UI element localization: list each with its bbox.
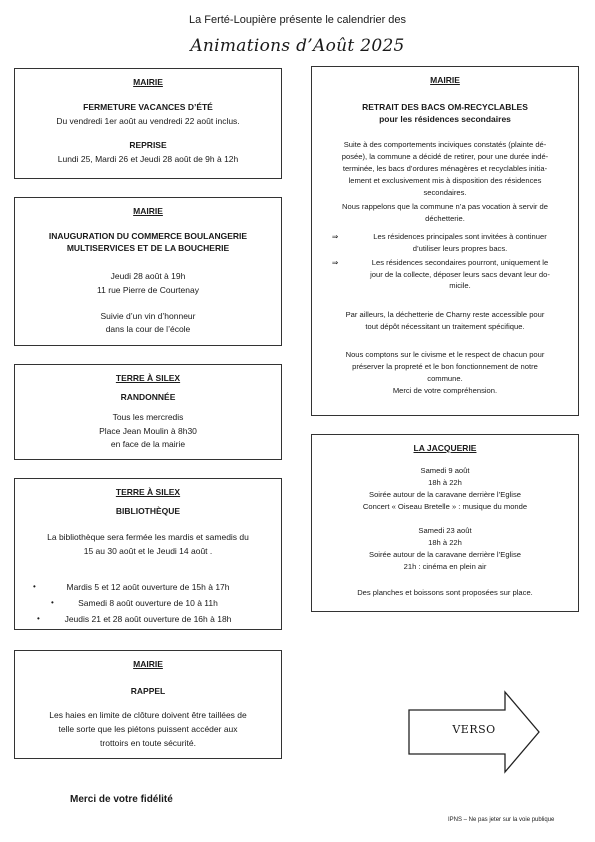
box-text: d’utiliser leurs propres bacs. <box>412 243 508 253</box>
arrow-item <box>312 257 578 292</box>
intro-text: La Ferté-Loupière présente le calendrier des <box>188 14 407 26</box>
box-text: Merci de votre compréhension. <box>392 386 498 395</box>
box-text: secondaires. <box>423 188 467 197</box>
box-text: déchetterie. <box>425 214 465 223</box>
event-date: Samedi 23 août <box>418 526 472 535</box>
box-text: en face de la mairie <box>110 439 186 449</box>
box-subheading: REPRISE <box>129 140 167 150</box>
box-heading: RETRAIT DES BACS OM-RECYCLABLES <box>362 102 528 112</box>
arrow-item-text <box>350 257 570 292</box>
box-heading: RANDONNÉE <box>120 392 176 402</box>
box-text: Soirée autour de la caravane derrière l’Eglise <box>369 490 521 499</box>
verso-label: VERSO <box>452 723 496 736</box>
box-text: 11 rue Pierre de Courtenay <box>97 285 199 295</box>
box-organizer: MAIRIE <box>133 77 163 87</box>
arrow-right-icon: ⇒ <box>331 232 339 241</box>
box-organizer: LA JACQUERIE <box>413 443 477 453</box>
list-item: Samedi 8 août ouverture de 10 à 11h <box>78 598 218 608</box>
box-heading: FERMETURE VACANCES D’ÉTÉ <box>83 102 213 112</box>
footer-thanks: Merci de votre fidélité <box>70 794 173 805</box>
box-text: Les résidences principales sont invitées à continuer <box>373 232 547 241</box>
box-heading: BIBLIOTHÈQUE <box>115 506 181 516</box>
box-text: 21h : cinéma en plein air <box>403 562 487 571</box>
box-text: terminée, les bacs d’ordures ménagères et recyclables initia- <box>342 164 548 173</box>
box-heading: INAUGURATION DU COMMERCE BOULANGERIE <box>48 231 248 241</box>
box-organizer: TERRE À SILEX <box>115 487 181 497</box>
bullet-icon: • <box>51 598 54 607</box>
bullet-icon: • <box>37 614 40 623</box>
box-text: dans la cour de l’école <box>105 324 191 334</box>
box-text: telle sorte que les piétons puissent accéder aux <box>58 724 238 734</box>
box-text: Des planches et boissons sont proposées sur place. <box>357 588 533 597</box>
box-randonnee <box>14 364 282 460</box>
box-text: Place Jean Moulin à 8h30 <box>99 426 197 436</box>
box-text: Suite à des comportements inciviques constatés (plainte dé- <box>343 140 547 149</box>
box-text: Par ailleurs, la déchetterie de Charny reste accessible pour <box>345 310 545 319</box>
list-item: Mardis 5 et 12 août ouverture de 15h à 17h <box>66 582 230 592</box>
box-heading: pour les résidences secondaires <box>379 114 511 124</box>
box-retrait-bacs <box>311 66 579 416</box>
box-heading: MULTISERVICES ET DE LA BOUCHERIE <box>66 243 230 253</box>
box-text: Les résidences secondaires pourront, uniquement le <box>371 258 549 267</box>
box-text: 15 au 30 août et le Jeudi 14 août . <box>83 546 213 556</box>
event-date: Samedi 9 août <box>420 466 470 475</box>
box-text: Lundi 25, Mardi 26 et Jeudi 28 août de 9h à 12h <box>57 154 239 164</box>
box-bibliotheque <box>14 478 282 630</box>
box-text: posée), la commune a décidé de retirer, pour une durée indé- <box>341 152 549 161</box>
list-item: Jeudis 21 et 28 août ouverture de 16h à 18h <box>64 614 232 624</box>
box-text: lement et exclusivement mis à disposition des résidences <box>348 176 542 185</box>
arrow-right-icon: ⇒ <box>331 258 339 267</box>
box-text: préserver la propreté et le bon fonctionnement de notre <box>352 362 538 371</box>
box-text: Suivie d’un vin d’honneur <box>100 311 196 321</box>
box-text: Concert « Oiseau Bretelle » : musique du monde <box>362 502 528 511</box>
arrow-item <box>312 231 578 254</box>
box-organizer: MAIRIE <box>430 75 460 85</box>
event-time: 18h à 22h <box>428 538 462 547</box>
box-inauguration <box>14 197 282 346</box>
verso-arrow <box>407 690 541 774</box>
bullet-icon: • <box>33 582 36 591</box>
box-text: La bibliothèque sera fermée les mardis et samedis du <box>47 532 249 542</box>
box-text: Nous comptons sur le civisme et le respect de chacun pour <box>345 350 545 359</box>
box-text: Jeudi 28 août à 19h <box>110 271 186 281</box>
box-text: commune. <box>427 374 463 383</box>
box-organizer: TERRE À SILEX <box>115 373 181 383</box>
box-text: Les haies en limite de clôture doivent être taillées de <box>49 710 247 720</box>
box-fermeture <box>14 68 282 179</box>
box-text: Tous les mercredis <box>112 412 184 422</box>
box-organizer: MAIRIE <box>133 206 163 216</box>
box-text: Du vendredi 1er août au vendredi 22 août inclus. <box>56 116 240 126</box>
box-text: jour de la collecte, déposer leurs sacs devant leur do- <box>370 269 550 279</box>
footer-note: IPNS – Ne pas jeter sur la voie publique <box>448 817 555 823</box>
box-heading: RAPPEL <box>130 686 166 696</box>
box-jacquerie <box>311 434 579 612</box>
event-time: 18h à 22h <box>428 478 462 487</box>
page-title: Animations d’Août 2025 <box>190 36 405 56</box>
arrow-item-text <box>350 231 570 254</box>
box-text: trottoirs en toute sécurité. <box>100 738 196 748</box>
box-organizer: MAIRIE <box>133 659 163 669</box>
box-text: Soirée autour de la caravane derrière l’Eglise <box>369 550 521 559</box>
box-rappel <box>14 650 282 759</box>
box-text: Nous rappelons que la commune n’a pas vocation à servir de <box>342 202 548 211</box>
box-text: tout dépôt nécessitant un traitement spécifique. <box>365 322 525 331</box>
box-text: micile. <box>449 281 471 291</box>
